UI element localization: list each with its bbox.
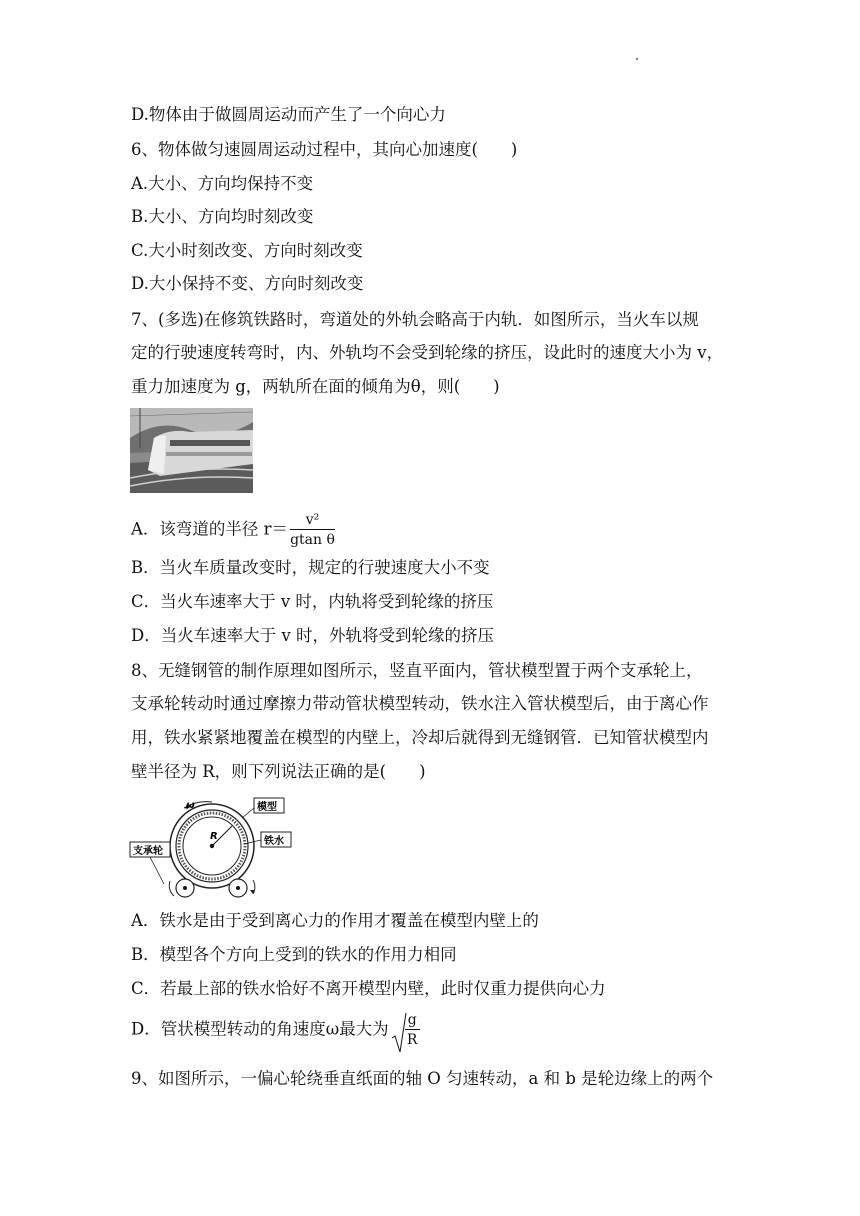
q8-option-c: C．若最上部的铁水恰好不离开模型内壁，此时仅重力提供向心力 — [131, 979, 606, 998]
q8-option-b: B．模型各个方向上受到的铁水的作用力相同 — [131, 945, 457, 964]
fraction-numerator: v² — [290, 512, 335, 530]
q7-stem-line-1: 7、(多选)在修筑铁路时，弯道处的外轨会略高于内轨．如图所示，当火车以规 — [131, 310, 699, 329]
q7-stem-line-2: 定的行驶速度转弯时，内、外轨均不会受到轮缘的挤压，设此时的速度大小为 v， — [131, 343, 724, 362]
q7-option-d: D．当火车速率大于 v 时，外轨将受到轮缘的挤压 — [131, 626, 495, 645]
q6-option-a: A.大小、方向均保持不变 — [131, 174, 314, 193]
q5-option-d: D.物体由于做圆周运动而产生了一个向心力 — [131, 105, 446, 124]
radical-sign — [391, 1012, 407, 1054]
q7-option-c: C．当火车速率大于 v 时，内轨将受到轮缘的挤压 — [131, 592, 494, 611]
q6-stem: 6、物体做匀速圆周运动过程中，其向心加速度( ) — [131, 140, 518, 159]
train-photo — [130, 408, 253, 493]
q7-option-b: B．当火车质量改变时，规定的行驶速度大小不变 — [131, 558, 490, 577]
q8-option-d-text: D．管状模型转动的角速度ω最大为 — [131, 1019, 389, 1039]
sqrt-expression — [391, 1012, 420, 1048]
omega-label: ω — [186, 800, 195, 811]
fraction-denominator: gtan θ — [290, 532, 335, 548]
q6-option-b: B.大小、方向均时刻改变 — [131, 207, 314, 226]
molten-iron-label: 铁水 — [264, 836, 284, 847]
q8-stem-line-1: 8、无缝钢管的制作原理如图所示，竖直平面内，管状模型置于两个支承轮上， — [131, 661, 703, 680]
q8-option-a: A．铁水是由于受到离心力的作用才覆盖在模型内壁上的 — [131, 911, 539, 930]
model-label: 模型 — [257, 802, 277, 813]
page-mark — [636, 58, 638, 60]
fraction-numerator: g — [405, 1012, 420, 1030]
q6-option-d: D.大小保持不变、方向时刻改变 — [131, 274, 364, 293]
support-wheel-label: 支承轮 — [133, 846, 163, 857]
q6-option-c: C.大小时刻改变、方向时刻改变 — [131, 241, 363, 260]
q7-option-a — [131, 512, 335, 548]
g-over-r-fraction — [405, 1012, 420, 1048]
q8-stem-line-2: 支承轮转动时通过摩擦力带动管状模型转动，铁水注入管状模型后，由于离心作 — [131, 694, 709, 713]
q8-option-d — [131, 1012, 420, 1048]
radius-label: R — [210, 831, 218, 842]
steel-pipe-diagram — [128, 796, 298, 900]
q9-stem-line-1: 9、如图所示，一偏心轮绕垂直纸面的轴 O 匀速转动，a 和 b 是轮边缘上的两个 — [131, 1069, 714, 1088]
q7-option-a-text: A．该弯道的半径 r＝ — [131, 519, 289, 539]
q7-stem-line-3: 重力加速度为 g，两轨所在面的倾角为θ，则( ) — [131, 377, 500, 396]
q8-stem-line-3: 用，铁水紧紧地覆盖在模型的内壁上，冷却后就得到无缝钢管．已知管状模型内 — [131, 728, 709, 747]
fraction-denominator: R — [406, 1032, 418, 1048]
q8-stem-line-4: 壁半径为 R，则下列说法正确的是( ) — [131, 762, 426, 781]
radius-fraction — [290, 512, 335, 548]
